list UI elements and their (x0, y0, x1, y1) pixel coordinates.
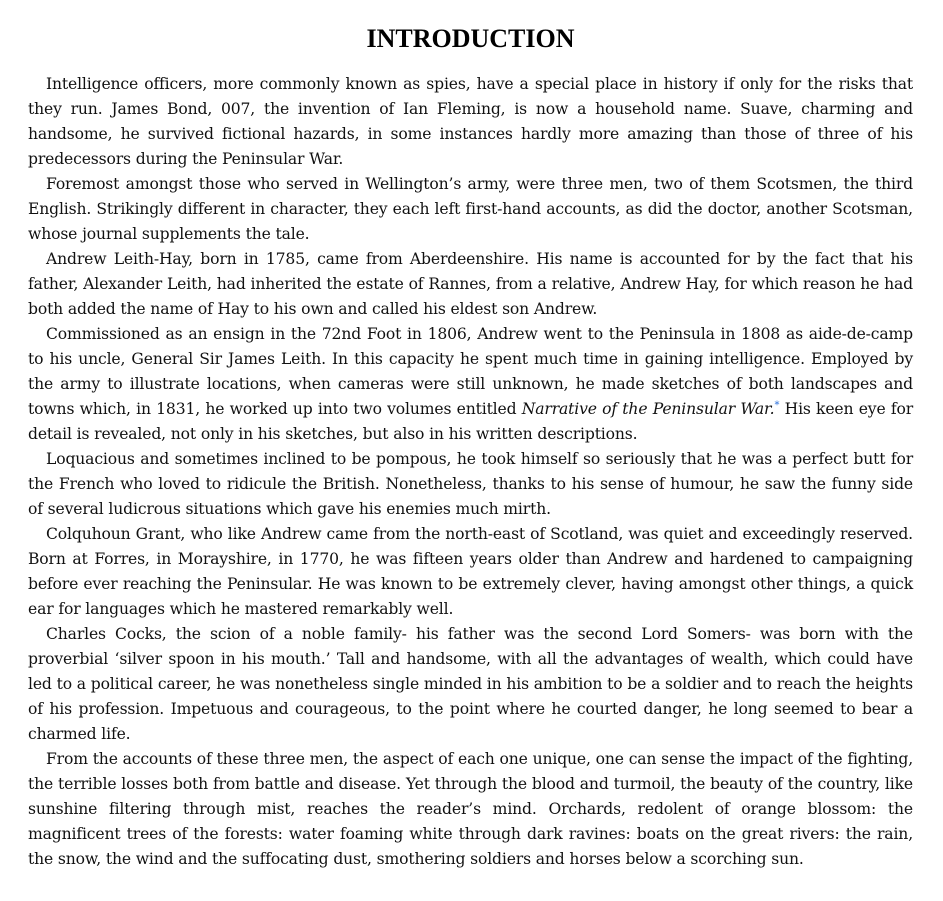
paragraph-4-text-after: His keen eye for detail is revealed, not only in his sketches, but also in his written descriptions. (28, 400, 913, 443)
paragraph-8: From the accounts of these three men, the aspect of each one unique, one can sense the impact of the fighting, the terrible losses both from battle and disease. Yet through the blood and turmoil, the beauty of the country, like sunshine filtering through mist, reaches the reader’s mind. Orchards, redolent of orange blossom: the magnificent trees of the forests: water foaming white through dark ravines: boats on the great rivers: the rain, the snow, the wind and the suffocating dust, smothering soldiers and horses below a scorching sun. (28, 750, 913, 868)
footnote-link[interactable]: * (774, 399, 780, 411)
paragraph-3: Andrew Leith-Hay, born in 1785, came from Aberdeenshire. His name is accounted for by the fact that his father, Alexander Leith, had inherited the estate of Rannes, from a relative, Andrew Hay, for which reason he had both added the name of Hay to his own and called his eldest son Andrew. (28, 250, 913, 318)
chapter-title: INTRODUCTION (366, 24, 575, 53)
paragraph-7: Charles Cocks, the scion of a noble family- his father was the second Lord Somers- was born with the proverbial ‘silver spoon in his mouth.’ Tall and handsome, with all the advantages of wealth, which could have led to a political career, he was nonetheless single minded in his ambition to be a soldier and to reach the heights of his profession. Impetuous and courageous, to the point where he courted danger, he long seemed to bear a charmed life. (28, 625, 913, 743)
document-page (28, 22, 913, 872)
paragraph-1: Intelligence officers, more commonly known as spies, have a special place in history if only for the risks that they run. James Bond, 007, the invention of Ian Fleming, is now a household name. Suave, charming and handsome, he survived fictional hazards, in some instances hardly more amazing than those of three of his predecessors during the Peninsular War. (28, 75, 913, 168)
paragraph-4-text-before: Commissioned as an ensign in the 72nd Foot in 1806, Andrew went to the Peninsula in 1808 as aide-de-camp to his uncle, General Sir James Leith. In this capacity he spent much time in gaining intelligence. Employed by the army to illustrate locations, when cameras were still unknown, he made sketches of both landscapes and towns which, in 1831, he worked up into two volumes entitled (28, 325, 913, 418)
paragraph-4 (28, 322, 913, 447)
book-title-italic: Narrative of the Peninsular War. (521, 400, 775, 418)
paragraph-6: Colquhoun Grant, who like Andrew came from the north-east of Scotland, was quiet and exceedingly reserved. Born at Forres, in Morayshire, in 1770, he was fifteen years older than Andrew and hardened to campaigning before ever reaching the Peninsular. He was known to be extremely clever, having amongst other things, a quick ear for languages which he mastered remarkably well. (28, 525, 913, 618)
paragraph-5: Loquacious and sometimes inclined to be pompous, he took himself so seriously that he was a perfect butt for the French who loved to ridicule the British. Nonetheless, thanks to his sense of humour, he saw the funny side of several ludicrous situations which gave his enemies much mirth. (28, 450, 913, 518)
paragraph-2: Foremost amongst those who served in Wellington’s army, were three men, two of them Scotsmen, the third English. Strikingly different in character, they each left first-hand accounts, as did the doctor, another Scotsman, whose journal supplements the tale. (28, 175, 913, 243)
